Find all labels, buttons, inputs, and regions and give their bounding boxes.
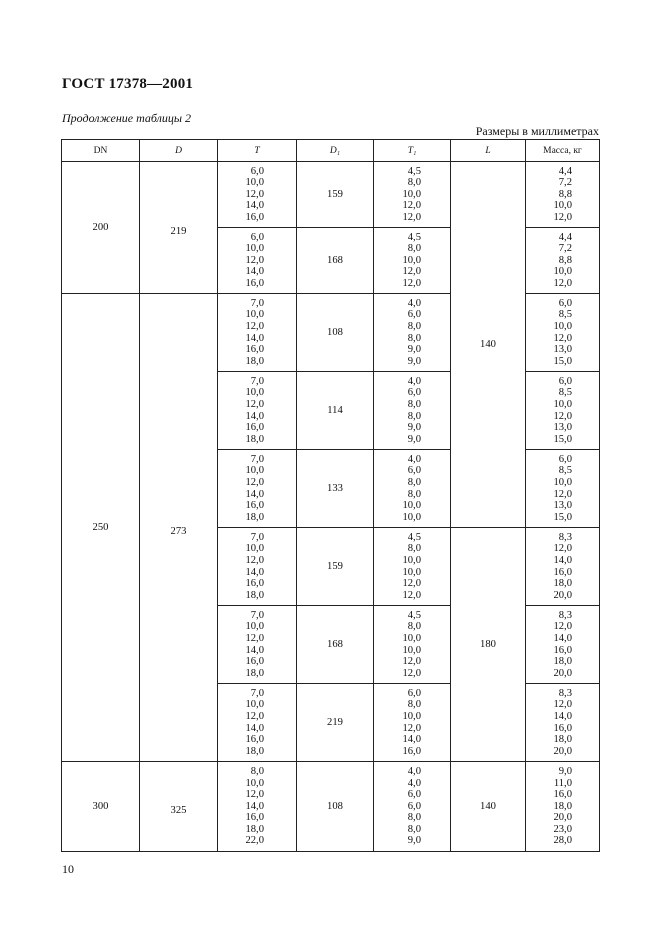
t1-value: 8,0 — [407, 543, 421, 555]
mass-value: 15,0 — [553, 355, 572, 367]
table-row — [62, 162, 600, 228]
t1-value: 8,0 — [407, 476, 421, 488]
mass-value: 10,0 — [553, 476, 572, 488]
cell-mass — [526, 450, 600, 528]
t1-value: 4,0 — [407, 765, 421, 777]
mass-value: 9,0 — [558, 765, 572, 777]
cell-d1: 114 — [297, 372, 374, 450]
t-value: 10,0 — [245, 699, 264, 711]
cell-t — [218, 228, 297, 294]
t-value: 12,0 — [245, 789, 264, 801]
cell-t1 — [374, 372, 451, 450]
t1-value: 4,0 — [407, 453, 421, 465]
mass-value: 13,0 — [553, 422, 572, 434]
t-value: 16,0 — [245, 812, 264, 824]
t-value: 12,0 — [245, 254, 264, 266]
t1-value: 9,0 — [407, 355, 421, 367]
t1-value: 10,0 — [402, 511, 421, 523]
t-value: 12,0 — [245, 188, 264, 200]
t-value: 16,0 — [245, 344, 264, 356]
t1-value: 4,5 — [407, 165, 421, 177]
t-value: 14,0 — [245, 488, 264, 500]
t-value: 10,0 — [245, 465, 264, 477]
cell-mass — [526, 372, 600, 450]
t1-value: 12,0 — [402, 722, 421, 734]
t1-value: 6,0 — [407, 309, 421, 321]
t-value: 16,0 — [245, 734, 264, 746]
t-value: 6,0 — [250, 165, 264, 177]
cell-t — [218, 606, 297, 684]
t-value: 18,0 — [245, 511, 264, 523]
table-row — [62, 762, 600, 852]
mass-value: 15,0 — [553, 433, 572, 445]
t-value: 22,0 — [245, 835, 264, 847]
t-value: 8,0 — [250, 765, 264, 777]
mass-value: 8,5 — [558, 465, 572, 477]
mass-value: 11,0 — [553, 777, 572, 789]
header-d: D — [140, 140, 218, 162]
table-body — [62, 162, 600, 852]
cell-d1: 133 — [297, 450, 374, 528]
t1-value: 12,0 — [402, 667, 421, 679]
mass-value: 14,0 — [553, 554, 572, 566]
mass-value: 6,0 — [558, 453, 572, 465]
t1-value: 8,0 — [407, 177, 421, 189]
document-title: ГОСТ 17378—2001 — [62, 76, 194, 92]
header-d1: D₁ — [297, 140, 374, 162]
page-number: 10 — [62, 862, 74, 876]
cell-l: 180 — [451, 528, 526, 762]
t-value: 14,0 — [245, 332, 264, 344]
cell-d: 219 — [140, 162, 218, 294]
mass-value: 8,3 — [558, 609, 572, 621]
mass-value: 23,0 — [553, 823, 572, 835]
t1-value: 10,0 — [402, 710, 421, 722]
cell-t — [218, 684, 297, 762]
t1-value: 6,0 — [407, 789, 421, 801]
t1-value: 8,0 — [407, 823, 421, 835]
mass-value: 16,0 — [553, 566, 572, 578]
cell-d: 325 — [140, 762, 218, 852]
cell-d1: 168 — [297, 606, 374, 684]
mass-value: 20,0 — [553, 589, 572, 601]
cell-t — [218, 162, 297, 228]
t1-value: 4,0 — [407, 375, 421, 387]
header-t: T — [218, 140, 297, 162]
mass-value: 10,0 — [553, 200, 572, 212]
mass-value: 10,0 — [553, 320, 572, 332]
mass-value: 12,0 — [553, 211, 572, 223]
cell-mass — [526, 162, 600, 228]
t1-value: 8,0 — [407, 320, 421, 332]
t-value: 10,0 — [245, 543, 264, 555]
t-value: 14,0 — [245, 644, 264, 656]
t1-value: 12,0 — [402, 277, 421, 289]
t1-value: 12,0 — [402, 578, 421, 590]
t1-value: 12,0 — [402, 266, 421, 278]
cell-d1: 108 — [297, 294, 374, 372]
cell-mass — [526, 762, 600, 852]
t-value: 14,0 — [245, 200, 264, 212]
t-value: 12,0 — [245, 398, 264, 410]
t1-value: 8,0 — [407, 398, 421, 410]
mass-value: 10,0 — [553, 398, 572, 410]
t1-value: 6,0 — [407, 387, 421, 399]
mass-value: 8,8 — [558, 254, 572, 266]
t-value: 14,0 — [245, 566, 264, 578]
cell-d1: 108 — [297, 762, 374, 852]
t1-value: 10,0 — [402, 188, 421, 200]
cell-mass — [526, 528, 600, 606]
t-value: 7,0 — [250, 453, 264, 465]
t-value: 16,0 — [245, 578, 264, 590]
cell-mass — [526, 228, 600, 294]
t-value: 14,0 — [245, 266, 264, 278]
cell-l: 140 — [451, 162, 526, 528]
cell-t1 — [374, 528, 451, 606]
header-dn: DN — [62, 140, 140, 162]
t-value: 7,0 — [250, 609, 264, 621]
t-value: 10,0 — [245, 177, 264, 189]
mass-value: 12,0 — [553, 543, 572, 555]
t1-value: 4,5 — [407, 231, 421, 243]
mass-value: 18,0 — [553, 800, 572, 812]
t-value: 10,0 — [245, 387, 264, 399]
t1-value: 10,0 — [402, 644, 421, 656]
mass-value: 8,5 — [558, 387, 572, 399]
mass-value: 15,0 — [553, 511, 572, 523]
mass-value: 18,0 — [553, 734, 572, 746]
mass-value: 6,0 — [558, 375, 572, 387]
cell-t — [218, 294, 297, 372]
table-header-row — [62, 140, 600, 162]
t1-value: 4,5 — [407, 531, 421, 543]
t1-value: 10,0 — [402, 632, 421, 644]
t-value: 16,0 — [245, 277, 264, 289]
t-value: 18,0 — [245, 433, 264, 445]
t1-value: 9,0 — [407, 344, 421, 356]
mass-value: 18,0 — [553, 578, 572, 590]
t1-value: 12,0 — [402, 589, 421, 601]
t-value: 7,0 — [250, 687, 264, 699]
t1-value: 4,0 — [407, 297, 421, 309]
mass-value: 16,0 — [553, 789, 572, 801]
mass-value: 13,0 — [553, 344, 572, 356]
t1-value: 8,0 — [407, 332, 421, 344]
cell-t1 — [374, 228, 451, 294]
mass-value: 20,0 — [553, 745, 572, 757]
cell-t1 — [374, 606, 451, 684]
t1-value: 6,0 — [407, 465, 421, 477]
mass-value: 6,0 — [558, 297, 572, 309]
t-value: 10,0 — [245, 777, 264, 789]
cell-dn: 250 — [62, 294, 140, 762]
mass-value: 8,3 — [558, 687, 572, 699]
mass-value: 7,2 — [558, 243, 572, 255]
t-value: 16,0 — [245, 422, 264, 434]
units-note: Размеры в миллиметрах — [475, 124, 599, 138]
t1-value: 9,0 — [407, 422, 421, 434]
t-value: 16,0 — [245, 656, 264, 668]
t-value: 18,0 — [245, 667, 264, 679]
mass-value: 14,0 — [553, 710, 572, 722]
t1-value: 4,5 — [407, 609, 421, 621]
t-value: 12,0 — [245, 632, 264, 644]
t-value: 14,0 — [245, 722, 264, 734]
t1-value: 9,0 — [407, 835, 421, 847]
mass-value: 20,0 — [553, 667, 572, 679]
t1-value: 10,0 — [402, 554, 421, 566]
t-value: 7,0 — [250, 297, 264, 309]
t-value: 18,0 — [245, 745, 264, 757]
cell-dn: 300 — [62, 762, 140, 852]
cell-t1 — [374, 162, 451, 228]
t1-value: 4,0 — [407, 777, 421, 789]
t-value: 12,0 — [245, 320, 264, 332]
cell-t1 — [374, 684, 451, 762]
mass-value: 12,0 — [553, 699, 572, 711]
cell-d1: 159 — [297, 528, 374, 606]
t1-value: 8,0 — [407, 621, 421, 633]
cell-dn: 200 — [62, 162, 140, 294]
cell-t — [218, 372, 297, 450]
header-mass: Масса, кг — [526, 140, 600, 162]
cell-t — [218, 528, 297, 606]
cell-mass — [526, 606, 600, 684]
mass-value: 18,0 — [553, 656, 572, 668]
t1-value: 9,0 — [407, 433, 421, 445]
mass-value: 12,0 — [553, 277, 572, 289]
t1-value: 16,0 — [402, 745, 421, 757]
t-value: 16,0 — [245, 211, 264, 223]
mass-value: 4,4 — [558, 231, 572, 243]
mass-value: 14,0 — [553, 632, 572, 644]
cell-d: 273 — [140, 294, 218, 762]
mass-value: 7,2 — [558, 177, 572, 189]
dimensions-table — [61, 139, 600, 852]
t-value: 7,0 — [250, 531, 264, 543]
mass-value: 4,4 — [558, 165, 572, 177]
mass-value: 12,0 — [553, 621, 572, 633]
t1-value: 6,0 — [407, 687, 421, 699]
t1-value: 8,0 — [407, 410, 421, 422]
t-value: 10,0 — [245, 243, 264, 255]
t1-value: 10,0 — [402, 500, 421, 512]
cell-t1 — [374, 450, 451, 528]
mass-value: 12,0 — [553, 332, 572, 344]
mass-value: 8,5 — [558, 309, 572, 321]
t-value: 14,0 — [245, 410, 264, 422]
t-value: 18,0 — [245, 823, 264, 835]
t1-value: 12,0 — [402, 200, 421, 212]
mass-value: 16,0 — [553, 644, 572, 656]
t-value: 18,0 — [245, 589, 264, 601]
cell-d1: 168 — [297, 228, 374, 294]
t-value: 6,0 — [250, 231, 264, 243]
cell-d1: 159 — [297, 162, 374, 228]
t1-value: 12,0 — [402, 211, 421, 223]
cell-t — [218, 450, 297, 528]
mass-value: 8,3 — [558, 531, 572, 543]
mass-value: 16,0 — [553, 722, 572, 734]
t-value: 16,0 — [245, 500, 264, 512]
t1-value: 8,0 — [407, 812, 421, 824]
mass-value: 8,8 — [558, 188, 572, 200]
cell-d1: 219 — [297, 684, 374, 762]
mass-value: 12,0 — [553, 488, 572, 500]
header-t1: T₁ — [374, 140, 451, 162]
t1-value: 10,0 — [402, 566, 421, 578]
cell-t1 — [374, 294, 451, 372]
t-value: 14,0 — [245, 800, 264, 812]
t-value: 10,0 — [245, 621, 264, 633]
t-value: 10,0 — [245, 309, 264, 321]
t-value: 12,0 — [245, 476, 264, 488]
table-continuation-caption: Продолжение таблицы 2 — [62, 111, 192, 125]
t1-value: 6,0 — [407, 800, 421, 812]
cell-mass — [526, 294, 600, 372]
mass-value: 12,0 — [553, 410, 572, 422]
t-value: 7,0 — [250, 375, 264, 387]
t1-value: 12,0 — [402, 656, 421, 668]
t1-value: 8,0 — [407, 243, 421, 255]
mass-value: 13,0 — [553, 500, 572, 512]
cell-l: 140 — [451, 762, 526, 852]
t-value: 12,0 — [245, 710, 264, 722]
cell-t — [218, 762, 297, 852]
t1-value: 8,0 — [407, 488, 421, 500]
t-value: 18,0 — [245, 355, 264, 367]
t1-value: 14,0 — [402, 734, 421, 746]
mass-value: 10,0 — [553, 266, 572, 278]
mass-value: 28,0 — [553, 835, 572, 847]
t1-value: 10,0 — [402, 254, 421, 266]
header-l: L — [451, 140, 526, 162]
t1-value: 8,0 — [407, 699, 421, 711]
mass-value: 20,0 — [553, 812, 572, 824]
cell-mass — [526, 684, 600, 762]
t-value: 12,0 — [245, 554, 264, 566]
cell-t1 — [374, 762, 451, 852]
